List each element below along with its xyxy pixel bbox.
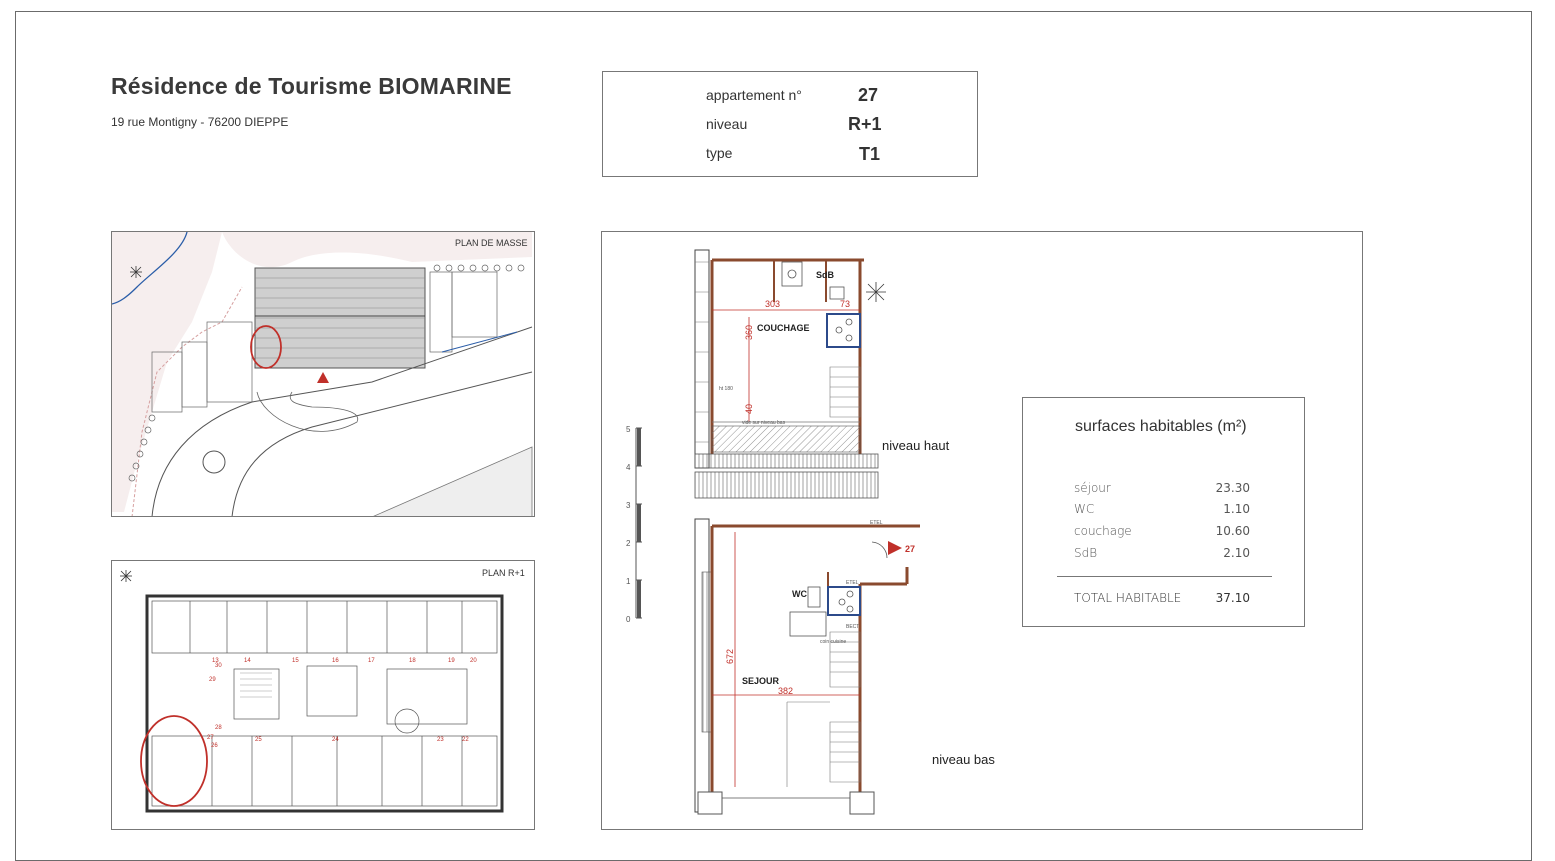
dim-sdb-width: 73 <box>840 299 851 309</box>
scale-1: 1 <box>626 577 631 586</box>
svg-text:29: 29 <box>209 677 216 683</box>
address: 19 rue Montigny - 76200 DIEPPE <box>111 115 289 129</box>
level-value: R+1 <box>848 114 882 134</box>
floor-plan-drawing <box>112 561 535 830</box>
scale-2: 2 <box>626 539 631 548</box>
site-plan-panel <box>111 231 535 517</box>
lower-level-label: niveau bas <box>932 752 995 767</box>
room-sdb: SdB <box>816 270 834 280</box>
note-etel-lower: ETEL <box>846 580 859 586</box>
note-bect: BECT <box>846 624 860 630</box>
svg-text:23: 23 <box>437 737 444 743</box>
scale-4: 4 <box>626 463 631 472</box>
svg-text:19: 19 <box>448 658 455 664</box>
upper-level-label: niveau haut <box>882 438 950 453</box>
floor-plan-panel <box>111 560 535 830</box>
note-coin-cuisine: coin cuisine <box>820 639 847 645</box>
entry-number: 27 <box>905 544 916 554</box>
level-label: niveau <box>706 116 748 132</box>
svg-text:14: 14 <box>244 658 251 664</box>
svg-text:15: 15 <box>292 658 299 664</box>
note-void: vide sur niveau bas <box>742 420 786 426</box>
room-sejour: SEJOUR <box>742 676 780 686</box>
total-value: 37.10 <box>1215 591 1250 605</box>
note-etel-top: ETEL <box>870 520 883 526</box>
scale-5: 5 <box>626 425 631 434</box>
dim-sejour-depth: 672 <box>725 648 735 664</box>
svg-text:18: 18 <box>409 658 416 664</box>
svg-text:28: 28 <box>215 725 222 731</box>
svg-text:25: 25 <box>255 737 262 743</box>
room-wc: WC <box>792 589 807 599</box>
surface-label: SdB <box>1074 546 1098 560</box>
svg-text:16: 16 <box>332 658 339 664</box>
site-plan-drawing <box>112 232 535 517</box>
total-label: TOTAL HABITABLE <box>1074 591 1182 605</box>
scale-3: 3 <box>626 501 631 510</box>
surfaces-divider <box>1057 576 1272 577</box>
scale-0: 0 <box>626 615 631 624</box>
surface-label: WC <box>1074 502 1095 516</box>
apartment-info-box <box>602 71 978 177</box>
apartment-number-label: appartement n° <box>706 87 802 103</box>
svg-text:13: 13 <box>212 658 219 664</box>
surface-value: 23.30 <box>1215 481 1250 495</box>
site-plan-label: PLAN DE MASSE <box>455 238 528 248</box>
floor-plan-label: PLAN R+1 <box>482 568 525 578</box>
apartment-number-value: 27 <box>858 85 879 105</box>
surfaces-title: surfaces habitables (m²) <box>1075 418 1247 435</box>
surface-label: séjour <box>1074 481 1111 495</box>
dim-sejour-width: 382 <box>778 686 794 696</box>
surface-value: 1.10 <box>1223 502 1250 516</box>
svg-text:20: 20 <box>470 658 477 664</box>
dim-lower-mark: 40 <box>744 403 754 414</box>
dim-couchage-width: 303 <box>765 299 781 309</box>
svg-text:17: 17 <box>368 658 375 664</box>
type-value: T1 <box>859 144 881 164</box>
surfaces-box <box>1022 397 1305 627</box>
note-ht: ht 180 <box>719 386 733 392</box>
page-title: Résidence de Tourisme BIOMARINE <box>111 73 512 99</box>
type-label: type <box>706 145 733 161</box>
surface-value: 2.10 <box>1223 546 1250 560</box>
svg-text:27: 27 <box>207 735 214 741</box>
svg-text:24: 24 <box>332 737 339 743</box>
dim-couchage-depth: 360 <box>744 324 754 340</box>
svg-text:30: 30 <box>215 663 222 669</box>
surface-value: 10.60 <box>1215 524 1250 538</box>
room-couchage: COUCHAGE <box>757 323 810 333</box>
surface-label: couchage <box>1074 524 1132 538</box>
svg-text:26: 26 <box>211 743 218 749</box>
svg-text:22: 22 <box>462 737 469 743</box>
